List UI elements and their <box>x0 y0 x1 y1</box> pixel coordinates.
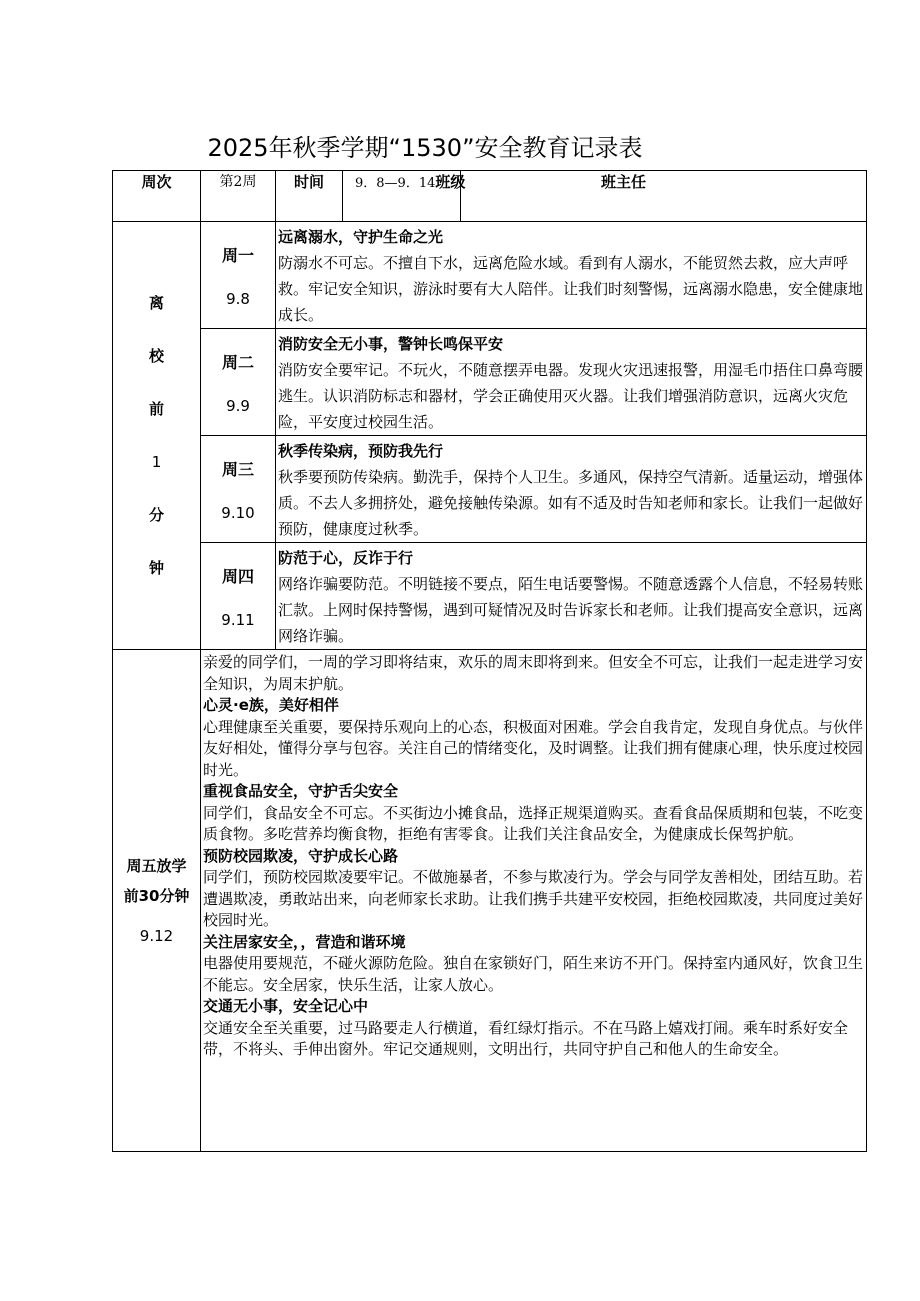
topic-body: 电器使用要规范，不碰火源防危险。独自在家锁好门，陌生来访不开门。保持室内通风好，饮食卫生不能忘。安全居家，快乐生活，让家人放心。 <box>203 954 864 994</box>
friday-label <box>113 650 201 1152</box>
label-char: 分 <box>148 505 164 524</box>
topic-body: 消防安全要牢记。不玩火，不随意摆弄电器。发现火灾迅速报警，用湿毛巾捂住口鼻弯腰逃生。认识消防标志和器材，学会正确使用灭火器。让我们增强消防意识，远离火灾危险，平安度过校园生活。 <box>278 361 864 431</box>
day-name: 周四 <box>221 566 254 586</box>
day-date: 9.9 <box>226 396 250 415</box>
page-title: 2025年秋季学期“1530”安全教育记录表 <box>207 134 643 162</box>
day-row-thursday <box>113 543 867 650</box>
day-content <box>276 543 867 650</box>
friday-content <box>201 650 867 1152</box>
day-cell <box>201 222 276 329</box>
label-char: 钟 <box>148 558 164 577</box>
day-row-tuesday <box>113 329 867 436</box>
topic-body: 秋季要预防传染病。勤洗手，保持个人卫生。多通风，保持空气清新。适量运动，增强体质。不去人多拥挤处，避免接触传染源。如有不适及时告知老师和家长。让我们一起做好预防，健康度过秋季。 <box>278 468 864 538</box>
day-name: 周一 <box>221 245 254 265</box>
day-cell <box>201 543 276 650</box>
day-content <box>276 329 867 436</box>
friday-label-line2: 前30分钟 <box>123 886 190 905</box>
topic-heading: 重视食品安全，守护舌尖安全 <box>203 782 399 800</box>
day-name: 周二 <box>221 352 254 372</box>
record-table <box>112 170 867 1152</box>
time-label: 时间 <box>276 171 343 222</box>
topic-body: 同学们，预防校园欺凌要牢记。不做施暴者，不参与欺凌行为。学会与同学友善相处，团结互助。若遭遇欺凌，勇敢站出来，向老师家长求助。让我们携手共建平安校园，拒绝校园欺凌，共同度过美好校园时光。 <box>203 868 864 929</box>
time-value: 9．8—9．14 <box>355 176 436 191</box>
friday-date: 9.12 <box>139 926 174 945</box>
friday-row <box>113 650 867 1152</box>
topic-heading: 秋季传染病，预防我先行 <box>278 442 444 460</box>
topic-body: 网络诈骗要防范。不明链接不要点，陌生电话要警惕。不随意透露个人信息，不轻易转账汇款。上网时保持警惕，遇到可疑情况及时告诉家长和老师。让我们提高安全意识，远离网络诈骗。 <box>278 575 864 645</box>
day-row-monday <box>113 222 867 329</box>
class-label: 班级 <box>435 173 466 191</box>
header-row <box>113 171 867 222</box>
topic-body: 心理健康至关重要，要保持乐观向上的心态，积极面对困难。学会自我肯定，发现自身优点。与伙伴友好相处，懂得分享与包容。关注自己的情绪变化，及时调整。让我们拥有健康心理，快乐度过校园时光。 <box>203 717 864 779</box>
topic-body: 防溺水不可忘。不擅自下水，远离危险水域。看到有人溺水，不能贸然去救，应大声呼救。牢记安全知识，游泳时要有大人陪伴。让我们时刻警惕，远离溺水隐患，安全健康地成长。 <box>278 254 864 324</box>
week-value: 第2周 <box>201 171 276 222</box>
topic-heading: 心灵·e族，美好相伴 <box>203 696 339 714</box>
week-label: 周次 <box>113 171 201 222</box>
day-name: 周三 <box>221 459 254 479</box>
label-char: 1 <box>151 452 162 471</box>
topic-heading: 消防安全无小事，警钟长鸣保平安 <box>278 335 504 353</box>
day-row-wednesday <box>113 436 867 543</box>
topic-heading: 交通无小事，安全记心中 <box>203 997 369 1015</box>
topic-body: 交通安全至关重要，过马路要走人行横道，看红绿灯指示。不在马路上嬉戏打闹。乘车时系好安全带，不将头、手伸出窗外。牢记交通规则，文明出行，共同守护自己和他人的生命安全。 <box>203 1018 849 1058</box>
time-class-cell <box>343 171 466 222</box>
label-char: 前 <box>148 399 164 418</box>
day-date: 9.10 <box>221 503 255 522</box>
day-cell <box>201 436 276 543</box>
teacher-label: 班主任 <box>461 171 867 222</box>
day-date: 9.8 <box>226 289 250 308</box>
day-date: 9.11 <box>221 610 255 629</box>
topic-heading: 远离溺水，守护生命之光 <box>278 228 444 246</box>
before-leave-label <box>113 222 201 650</box>
topic-body: 同学们，食品安全不可忘。不买街边小摊食品，选择正规渠道购买。查看食品保质期和包装，不吃变质食物。多吃营养均衡食物，拒绝有害零食。让我们关注食品安全，为健康成长保驾护航。 <box>203 803 864 843</box>
topic-heading: 防范于心，反诈于行 <box>278 549 414 567</box>
friday-intro: 亲爱的同学们，一周的学习即将结束，欢乐的周末即将到来。但安全不可忘，让我们一起走进学习安全知识，为周末护航。 <box>203 653 864 693</box>
label-char: 校 <box>148 346 164 365</box>
day-cell <box>201 329 276 436</box>
topic-heading: 关注居家安全，，营造和谐环境 <box>203 932 406 951</box>
topic-heading: 预防校园欺凌，守护成长心路 <box>203 846 399 865</box>
friday-label-line1: 周五放学 <box>126 856 187 875</box>
day-content <box>276 436 867 543</box>
label-char: 离 <box>148 293 164 312</box>
day-content <box>276 222 867 329</box>
